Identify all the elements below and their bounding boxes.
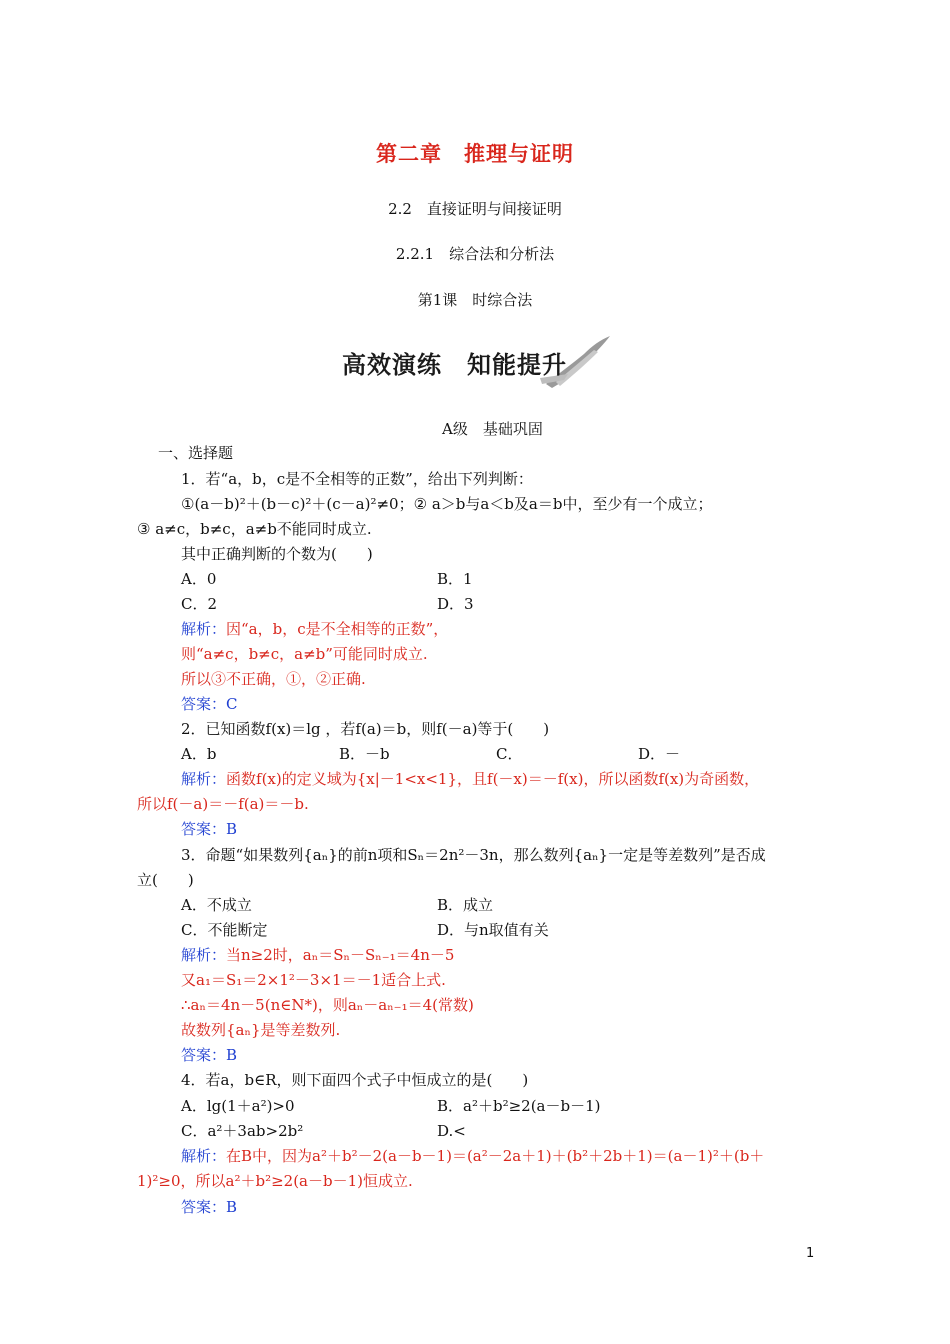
q3-analysis-text-1: 当n≥2时，aₙ＝Sₙ－Sₙ₋₁＝4n－5: [226, 946, 455, 964]
q4-analysis-1: [181, 1146, 764, 1166]
q2-option-a: A．b: [181, 745, 217, 763]
q1-option-c: C．2: [181, 595, 218, 613]
q3-analysis-label: 解析：: [181, 946, 227, 964]
q3-option-c: C．不能断定: [181, 921, 268, 939]
q2-analysis-label: 解析：: [181, 770, 227, 788]
q1-analysis-2: 则“a≠c，b≠c，a≠b”可能同时成立.: [181, 645, 428, 663]
q4-stem: 4．若a，b∈R，则下面四个式子中恒成立的是( ): [181, 1071, 529, 1089]
banner-text: 高效演练 知能提升: [342, 351, 567, 379]
q2-option-b: B．－b: [339, 745, 390, 763]
q2-analysis-text-1: 函数f(x)的定义域为{x|－1<x<1}，且f(－x)＝－f(x)，所以函数f(x)为奇函数，: [226, 770, 760, 788]
q4-analysis-text-1: 在B中，因为a²＋b²－2(a－b－1)＝(a²－2a＋1)＋(b²＋2b＋1)＝(a－1)²＋(b＋: [226, 1147, 765, 1165]
q3-answer: 答案：B: [181, 1046, 238, 1064]
subsection-title: 2.2.1 综合法和分析法: [395, 245, 555, 263]
q4-analysis-2: 1)²≥0，所以a²＋b²≥2(a－b－1)恒成立.: [137, 1172, 413, 1190]
q1-analysis-text-1: 因“a，b，c是不全相等的正数”，: [226, 620, 449, 638]
q4-analysis-label: 解析：: [181, 1147, 227, 1165]
q1-analysis-label: 解析：: [181, 620, 227, 638]
q3-analysis-2: 又a₁＝S₁＝2×1²－3×1＝－1适合上式.: [181, 971, 446, 989]
q1-analysis-3: 所以③不正确，①，②正确.: [181, 670, 366, 688]
lesson-title: 第1课 时综合法: [417, 291, 533, 309]
q3-stem-2: 立( ): [137, 871, 194, 889]
q2-answer: 答案：B: [181, 820, 238, 838]
q2-stem: 2．已知函数f(x)＝lg ，若f(a)＝b，则f(－a)等于( ): [181, 720, 550, 738]
q3-option-a: A．不成立: [181, 896, 252, 914]
q1-analysis-1: [181, 619, 448, 639]
section-title: 2.2 直接证明与间接证明: [388, 200, 562, 218]
part-heading: 一、选择题: [158, 444, 234, 462]
q1-option-a: A．0: [181, 570, 217, 588]
q4-option-b: B．a²＋b²≥2(a－b－1): [437, 1097, 601, 1115]
chapter-title: 第二章 推理与证明: [376, 141, 574, 166]
q4-option-a: A．lg(1＋a²)>0: [181, 1097, 295, 1115]
q3-option-d: D．与n取值有关: [437, 921, 549, 939]
q4-option-c: C．a²＋3ab>2b²: [181, 1122, 304, 1140]
q3-stem-1: 3．命题“如果数列{aₙ}的前n项和Sₙ＝2n²－3n，那么数列{aₙ}一定是等差数列”是否成: [181, 846, 766, 864]
q1-option-d: D．3: [437, 595, 474, 613]
q2-option-d: D．－: [638, 745, 681, 763]
q3-analysis-1: [181, 945, 454, 965]
q3-analysis-4: 故数列{aₙ}是等差数列.: [181, 1021, 341, 1039]
q1-option-b: B．1: [437, 570, 473, 588]
q1-stem-2: ①(a－b)²＋(b－c)²＋(c－a)²≠0；② a＞b与a＜b及a＝b中，至少有一个成立；: [181, 495, 713, 513]
q2-analysis-1: [181, 769, 759, 789]
practice-banner: [342, 338, 612, 386]
q1-answer: 答案：C: [181, 695, 238, 713]
q1-stem-1: 1．若“a，b，c是不全相等的正数”，给出下列判断：: [181, 470, 533, 488]
q3-analysis-3: ∴aₙ＝4n－5(n∈N*)，则aₙ－aₙ₋₁＝4(常数): [181, 996, 474, 1014]
level-heading: A级 基础巩固: [442, 420, 543, 438]
q3-option-b: B．成立: [437, 896, 494, 914]
q1-stem-3: ③ a≠c，b≠c，a≠b不能同时成立.: [137, 520, 372, 538]
q1-stem-4: 其中正确判断的个数为( ): [181, 545, 373, 563]
q4-answer: 答案：B: [181, 1198, 238, 1216]
q2-option-c: C．: [496, 745, 523, 763]
page-number: 1: [806, 1246, 815, 1261]
q4-option-d: D.<: [437, 1122, 466, 1140]
q2-analysis-2: 所以f(－a)＝－f(a)＝－b.: [137, 795, 309, 813]
